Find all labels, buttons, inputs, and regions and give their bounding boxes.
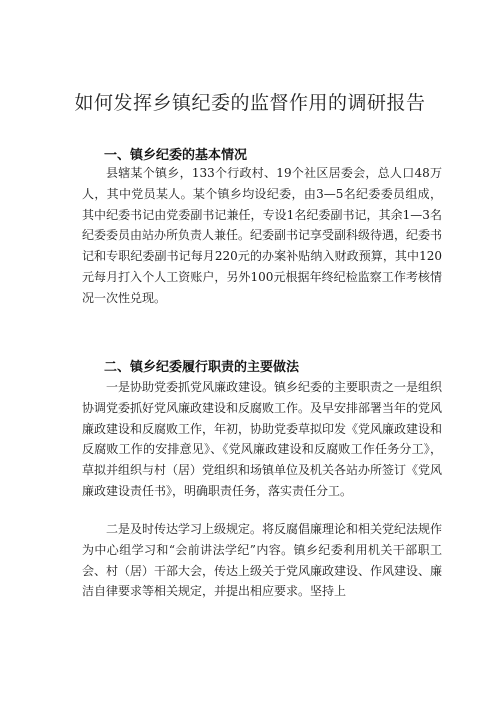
- section-heading-main-practices: 二、镇乡纪委履行职责的主要做法: [104, 360, 300, 375]
- section-heading-basic-situation: 一、镇乡纪委的基本情况: [104, 148, 248, 163]
- paragraph-basic-situation: 县辖某个镇乡，133个行政村、19个社区居委会，总人口48万人，其中党员某人。某个镇乡均设纪委，由3—5名纪委委员组成，其中纪委书记由党委副书记兼任，专设1名纪委副书记，其余1—3名纪委委员由站办所负责人兼任。纪委副书记享受副科级待遇，纪委书记和专职纪委副书记每月220元的办案补贴纳入财政预算，其中120元每月打入个人工资账户，另外100元根据年终纪检监察工作考核情况一次性兑现。: [82, 166, 443, 305]
- document-title: 如何发挥乡镇纪委的监督作用的调研报告: [74, 92, 426, 114]
- paragraph-study-regulations: 二是及时传达学习上级规定。将反腐倡廉理论和相关党纪法规作为中心组学习和“会前讲法学纪”内容。镇乡纪委利用机关干部职工会、村（居）干部大会，传达上级关于党风廉政建设、作风建设、廉洁自律要求等相关规定，并提出相应要求。坚持上: [82, 522, 443, 599]
- paragraph-party-style-assist: 一是协助党委抓党风廉政建设。镇乡纪委的主要职责之一是组织协调党委抓好党风廉政建设和反腐败工作。及早安排部署当年的党风廉政建设和反腐败工作，年初，协助党委草拟印发《党风廉政建设和反腐败工作的安排意见》、《党风廉政建设和反腐败工作任务分工》，草拟并组织与村（居）党组织和场镇单位及机关各站办所签订《党风廉政建设责任书》，明确职责任务，落实责任分工。: [82, 380, 443, 498]
